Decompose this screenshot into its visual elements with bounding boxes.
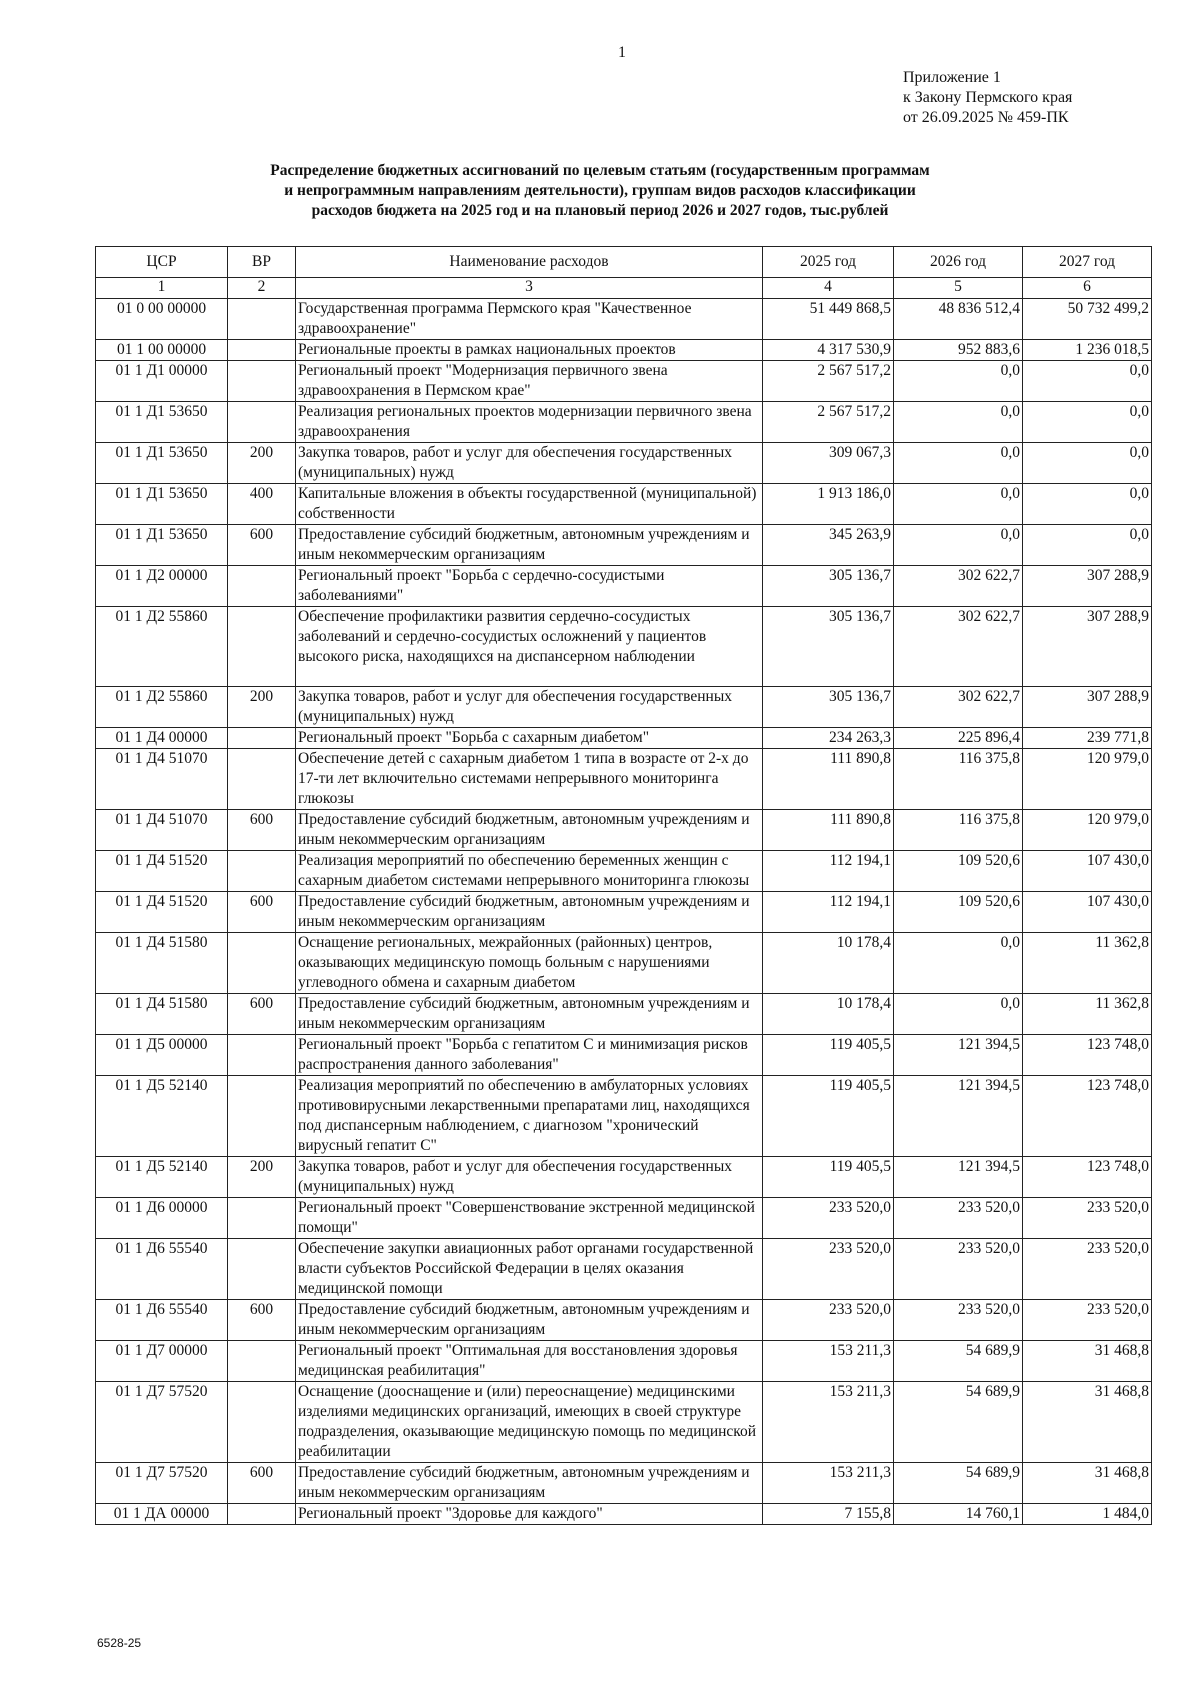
table-row <box>96 851 1152 892</box>
row-csr-code: 01 1 ДА 00000 <box>96 1504 228 1525</box>
row-value-2025: 234 263,3 <box>763 728 894 749</box>
table-row <box>96 1157 1152 1198</box>
row-csr-code: 01 1 Д1 53650 <box>96 402 228 443</box>
row-value-2025: 2 567 517,2 <box>763 361 894 402</box>
row-csr-code: 01 1 Д2 55860 <box>96 607 228 687</box>
table-row <box>96 933 1152 994</box>
header-2026: 2026 год <box>894 247 1023 278</box>
table-row <box>96 566 1152 607</box>
row-expense-name: Предоставление субсидий бюджетным, автономным учреждениям и иным некоммерческим организациям <box>296 1463 763 1504</box>
row-csr-code: 01 1 Д6 55540 <box>96 1300 228 1341</box>
row-vr-code <box>228 933 296 994</box>
row-value-2026: 233 520,0 <box>894 1239 1023 1300</box>
row-csr-code: 01 1 Д4 51520 <box>96 892 228 933</box>
table-row <box>96 1198 1152 1239</box>
budget-table <box>95 246 1152 1525</box>
row-value-2026: 109 520,6 <box>894 851 1023 892</box>
header-2025: 2025 год <box>763 247 894 278</box>
table-row <box>96 1076 1152 1157</box>
header-2027: 2027 год <box>1023 247 1152 278</box>
row-value-2027: 107 430,0 <box>1023 851 1152 892</box>
row-vr-code: 200 <box>228 443 296 484</box>
row-csr-code: 01 1 Д7 00000 <box>96 1341 228 1382</box>
table-body <box>96 299 1152 1525</box>
row-value-2025: 345 263,9 <box>763 525 894 566</box>
row-expense-name: Капитальные вложения в объекты государственной (муниципальной) собственности <box>296 484 763 525</box>
row-value-2026: 48 836 512,4 <box>894 299 1023 340</box>
row-vr-code <box>228 1341 296 1382</box>
row-vr-code <box>228 1504 296 1525</box>
row-vr-code <box>228 1035 296 1076</box>
row-csr-code: 01 1 Д1 53650 <box>96 484 228 525</box>
row-vr-code <box>228 1198 296 1239</box>
row-value-2025: 119 405,5 <box>763 1157 894 1198</box>
row-value-2025: 233 520,0 <box>763 1300 894 1341</box>
table-row <box>96 525 1152 566</box>
table-row <box>96 402 1152 443</box>
row-value-2027: 11 362,8 <box>1023 933 1152 994</box>
row-vr-code <box>228 361 296 402</box>
table-row <box>96 1035 1152 1076</box>
row-value-2025: 111 890,8 <box>763 810 894 851</box>
row-value-2027: 31 468,8 <box>1023 1382 1152 1463</box>
row-value-2027: 123 748,0 <box>1023 1157 1152 1198</box>
row-value-2027: 0,0 <box>1023 484 1152 525</box>
row-vr-code <box>228 749 296 810</box>
row-csr-code: 01 1 Д7 57520 <box>96 1382 228 1463</box>
document-title <box>230 161 970 221</box>
table-row <box>96 361 1152 402</box>
row-expense-name: Предоставление субсидий бюджетным, автономным учреждениям и иным некоммерческим организациям <box>296 1300 763 1341</box>
row-value-2027: 123 748,0 <box>1023 1076 1152 1157</box>
row-expense-name: Реализация мероприятий по обеспечению беременных женщин с сахарным диабетом системами непрерывного мониторинга глюкозы <box>296 851 763 892</box>
table-row <box>96 810 1152 851</box>
column-number: 2 <box>228 278 296 299</box>
row-value-2026: 121 394,5 <box>894 1157 1023 1198</box>
row-value-2025: 10 178,4 <box>763 994 894 1035</box>
row-value-2025: 305 136,7 <box>763 687 894 728</box>
appendix-note <box>903 68 1072 128</box>
row-value-2027: 31 468,8 <box>1023 1463 1152 1504</box>
table-row <box>96 687 1152 728</box>
row-value-2027: 307 288,9 <box>1023 687 1152 728</box>
row-vr-code <box>228 607 296 687</box>
row-value-2026: 121 394,5 <box>894 1035 1023 1076</box>
row-value-2026: 0,0 <box>894 933 1023 994</box>
row-vr-code <box>228 299 296 340</box>
row-value-2027: 1 236 018,5 <box>1023 340 1152 361</box>
table-row <box>96 1463 1152 1504</box>
row-expense-name: Предоставление субсидий бюджетным, автономным учреждениям и иным некоммерческим организациям <box>296 525 763 566</box>
row-value-2025: 2 567 517,2 <box>763 402 894 443</box>
row-csr-code: 01 1 00 00000 <box>96 340 228 361</box>
row-expense-name: Обеспечение профилактики развития сердечно-сосудистых заболеваний и сердечно-сосудистых осложнений у пациентов высокого риска, находящихся на диспансерном наблюдении <box>296 607 763 687</box>
row-csr-code: 01 1 Д5 52140 <box>96 1076 228 1157</box>
column-number: 3 <box>296 278 763 299</box>
row-value-2026: 0,0 <box>894 402 1023 443</box>
row-csr-code: 01 1 Д5 52140 <box>96 1157 228 1198</box>
row-expense-name: Региональные проекты в рамках национальных проектов <box>296 340 763 361</box>
row-expense-name: Закупка товаров, работ и услуг для обеспечения государственных (муниципальных) нужд <box>296 1157 763 1198</box>
row-expense-name: Оснащение (дооснащение и (или) переоснащение) медицинскими изделиями медицинских организаций, имеющих в своей структуре подразделения, оказывающие медицинскую помощь по медицинской реабилитации <box>296 1382 763 1463</box>
row-expense-name: Оснащение региональных, межрайонных (районных) центров, оказывающих медицинскую помощь больным с нарушениями углеводного обмена и сахарным диабетом <box>296 933 763 994</box>
row-value-2027: 233 520,0 <box>1023 1239 1152 1300</box>
row-csr-code: 01 1 Д1 53650 <box>96 443 228 484</box>
row-csr-code: 01 1 Д7 57520 <box>96 1463 228 1504</box>
row-value-2027: 0,0 <box>1023 402 1152 443</box>
column-number: 6 <box>1023 278 1152 299</box>
row-value-2027: 0,0 <box>1023 361 1152 402</box>
title-line-1: Распределение бюджетных ассигнований по целевым статьям (государственным программам <box>270 162 930 179</box>
row-csr-code: 01 1 Д2 55860 <box>96 687 228 728</box>
row-value-2027: 239 771,8 <box>1023 728 1152 749</box>
table-row <box>96 1341 1152 1382</box>
row-value-2027: 31 468,8 <box>1023 1341 1152 1382</box>
row-vr-code <box>228 566 296 607</box>
row-value-2027: 11 362,8 <box>1023 994 1152 1035</box>
row-expense-name: Региональный проект "Совершенствование экстренной медицинской помощи" <box>296 1198 763 1239</box>
row-csr-code: 01 1 Д4 51580 <box>96 994 228 1035</box>
row-csr-code: 01 1 Д4 51070 <box>96 749 228 810</box>
row-value-2025: 10 178,4 <box>763 933 894 994</box>
row-value-2026: 54 689,9 <box>894 1463 1023 1504</box>
row-vr-code <box>228 1239 296 1300</box>
table-row <box>96 443 1152 484</box>
row-value-2025: 233 520,0 <box>763 1239 894 1300</box>
row-value-2025: 119 405,5 <box>763 1035 894 1076</box>
row-value-2025: 1 913 186,0 <box>763 484 894 525</box>
row-value-2026: 0,0 <box>894 484 1023 525</box>
row-vr-code <box>228 1382 296 1463</box>
row-value-2026: 54 689,9 <box>894 1382 1023 1463</box>
row-value-2025: 153 211,3 <box>763 1382 894 1463</box>
row-value-2027: 107 430,0 <box>1023 892 1152 933</box>
row-vr-code: 600 <box>228 810 296 851</box>
row-value-2025: 233 520,0 <box>763 1198 894 1239</box>
table-row <box>96 607 1152 687</box>
row-expense-name: Обеспечение закупки авиационных работ органами государственной власти субъектов Российской Федерации в целях оказания медицинской помощи <box>296 1239 763 1300</box>
table-row <box>96 749 1152 810</box>
row-csr-code: 01 1 Д6 00000 <box>96 1198 228 1239</box>
row-csr-code: 01 1 Д1 00000 <box>96 361 228 402</box>
title-line-2: и непрограммным направлениям деятельности), группам видов расходов классификации <box>284 182 916 199</box>
row-value-2027: 120 979,0 <box>1023 749 1152 810</box>
header-row <box>96 247 1152 278</box>
row-vr-code: 600 <box>228 1463 296 1504</box>
row-value-2025: 7 155,8 <box>763 1504 894 1525</box>
row-vr-code <box>228 340 296 361</box>
row-expense-name: Региональный проект "Здоровье для каждого" <box>296 1504 763 1525</box>
row-expense-name: Региональный проект "Модернизация первичного звена здравоохранения в Пермском крае" <box>296 361 763 402</box>
column-number: 5 <box>894 278 1023 299</box>
row-value-2025: 305 136,7 <box>763 607 894 687</box>
document-code: 6528-25 <box>97 1636 142 1650</box>
table-row <box>96 994 1152 1035</box>
row-vr-code: 600 <box>228 994 296 1035</box>
row-value-2027: 233 520,0 <box>1023 1198 1152 1239</box>
column-number: 4 <box>763 278 894 299</box>
row-value-2026: 302 622,7 <box>894 607 1023 687</box>
table-row <box>96 892 1152 933</box>
table-row <box>96 728 1152 749</box>
page-number: 1 <box>618 44 626 61</box>
row-value-2025: 153 211,3 <box>763 1463 894 1504</box>
row-vr-code: 400 <box>228 484 296 525</box>
row-value-2026: 54 689,9 <box>894 1341 1023 1382</box>
row-value-2026: 109 520,6 <box>894 892 1023 933</box>
row-value-2026: 116 375,8 <box>894 749 1023 810</box>
row-expense-name: Закупка товаров, работ и услуг для обеспечения государственных (муниципальных) нужд <box>296 687 763 728</box>
table-row <box>96 1382 1152 1463</box>
header-csr: ЦСР <box>96 247 228 278</box>
row-expense-name: Региональный проект "Борьба с гепатитом С и минимизация рисков распространения данного заболевания" <box>296 1035 763 1076</box>
row-value-2026: 14 760,1 <box>894 1504 1023 1525</box>
row-value-2027: 0,0 <box>1023 443 1152 484</box>
row-csr-code: 01 1 Д4 51580 <box>96 933 228 994</box>
column-number-row <box>96 278 1152 299</box>
row-value-2025: 305 136,7 <box>763 566 894 607</box>
row-value-2026: 0,0 <box>894 443 1023 484</box>
table-row <box>96 484 1152 525</box>
header-name: Наименование расходов <box>296 247 763 278</box>
row-value-2026: 233 520,0 <box>894 1300 1023 1341</box>
row-value-2026: 225 896,4 <box>894 728 1023 749</box>
row-csr-code: 01 1 Д2 00000 <box>96 566 228 607</box>
row-expense-name: Реализация мероприятий по обеспечению в амбулаторных условиях противовирусными лекарственными препаратами лиц, находящихся под диспансерным наблюдением, с диагнозом "хронический вирусный гепатит С" <box>296 1076 763 1157</box>
row-value-2027: 0,0 <box>1023 525 1152 566</box>
row-expense-name: Реализация региональных проектов модернизации первичного звена здравоохранения <box>296 402 763 443</box>
appendix-line-3: от 26.09.2025 № 459-ПК <box>903 109 1069 126</box>
row-value-2026: 302 622,7 <box>894 566 1023 607</box>
row-value-2025: 309 067,3 <box>763 443 894 484</box>
row-csr-code: 01 1 Д1 53650 <box>96 525 228 566</box>
header-vr: ВР <box>228 247 296 278</box>
row-expense-name: Региональный проект "Борьба с сахарным диабетом" <box>296 728 763 749</box>
row-value-2027: 307 288,9 <box>1023 607 1152 687</box>
row-vr-code <box>228 728 296 749</box>
row-value-2025: 111 890,8 <box>763 749 894 810</box>
row-csr-code: 01 0 00 00000 <box>96 299 228 340</box>
row-value-2026: 233 520,0 <box>894 1198 1023 1239</box>
row-value-2025: 112 194,1 <box>763 851 894 892</box>
row-vr-code: 200 <box>228 1157 296 1198</box>
row-value-2026: 0,0 <box>894 525 1023 566</box>
table-row <box>96 340 1152 361</box>
appendix-line-2: к Закону Пермского края <box>903 89 1073 106</box>
row-value-2027: 233 520,0 <box>1023 1300 1152 1341</box>
row-expense-name: Предоставление субсидий бюджетным, автономным учреждениям и иным некоммерческим организациям <box>296 892 763 933</box>
row-expense-name: Региональный проект "Оптимальная для восстановления здоровья медицинская реабилитация" <box>296 1341 763 1382</box>
row-csr-code: 01 1 Д4 51520 <box>96 851 228 892</box>
row-vr-code: 200 <box>228 687 296 728</box>
row-value-2025: 119 405,5 <box>763 1076 894 1157</box>
row-value-2026: 952 883,6 <box>894 340 1023 361</box>
row-value-2026: 121 394,5 <box>894 1076 1023 1157</box>
table-row <box>96 1504 1152 1525</box>
row-csr-code: 01 1 Д4 51070 <box>96 810 228 851</box>
row-value-2025: 51 449 868,5 <box>763 299 894 340</box>
row-expense-name: Предоставление субсидий бюджетным, автономным учреждениям и иным некоммерческим организациям <box>296 994 763 1035</box>
row-csr-code: 01 1 Д4 00000 <box>96 728 228 749</box>
row-expense-name: Предоставление субсидий бюджетным, автономным учреждениям и иным некоммерческим организациям <box>296 810 763 851</box>
row-value-2027: 50 732 499,2 <box>1023 299 1152 340</box>
row-vr-code <box>228 402 296 443</box>
row-value-2027: 307 288,9 <box>1023 566 1152 607</box>
table-row <box>96 1300 1152 1341</box>
row-csr-code: 01 1 Д5 00000 <box>96 1035 228 1076</box>
column-number: 1 <box>96 278 228 299</box>
table-row <box>96 1239 1152 1300</box>
row-vr-code: 600 <box>228 525 296 566</box>
row-vr-code <box>228 1076 296 1157</box>
row-value-2026: 302 622,7 <box>894 687 1023 728</box>
row-value-2025: 4 317 530,9 <box>763 340 894 361</box>
row-vr-code: 600 <box>228 1300 296 1341</box>
row-value-2027: 120 979,0 <box>1023 810 1152 851</box>
table-row <box>96 299 1152 340</box>
row-expense-name: Обеспечение детей с сахарным диабетом 1 типа в возрасте от 2-х до 17-ти лет включительно системами непрерывного мониторинга глюкозы <box>296 749 763 810</box>
row-value-2026: 0,0 <box>894 994 1023 1035</box>
appendix-line-1: Приложение 1 <box>903 69 1001 86</box>
row-expense-name: Закупка товаров, работ и услуг для обеспечения государственных (муниципальных) нужд <box>296 443 763 484</box>
row-value-2026: 0,0 <box>894 361 1023 402</box>
row-value-2025: 112 194,1 <box>763 892 894 933</box>
row-value-2027: 1 484,0 <box>1023 1504 1152 1525</box>
row-csr-code: 01 1 Д6 55540 <box>96 1239 228 1300</box>
row-value-2025: 153 211,3 <box>763 1341 894 1382</box>
row-vr-code: 600 <box>228 892 296 933</box>
row-expense-name: Государственная программа Пермского края "Качественное здравоохранение" <box>296 299 763 340</box>
row-value-2026: 116 375,8 <box>894 810 1023 851</box>
row-vr-code <box>228 851 296 892</box>
row-expense-name: Региональный проект "Борьба с сердечно-сосудистыми заболеваниями" <box>296 566 763 607</box>
title-line-3: расходов бюджета на 2025 год и на плановый период 2026 и 2027 годов, тыс.рублей <box>311 202 889 219</box>
row-value-2027: 123 748,0 <box>1023 1035 1152 1076</box>
